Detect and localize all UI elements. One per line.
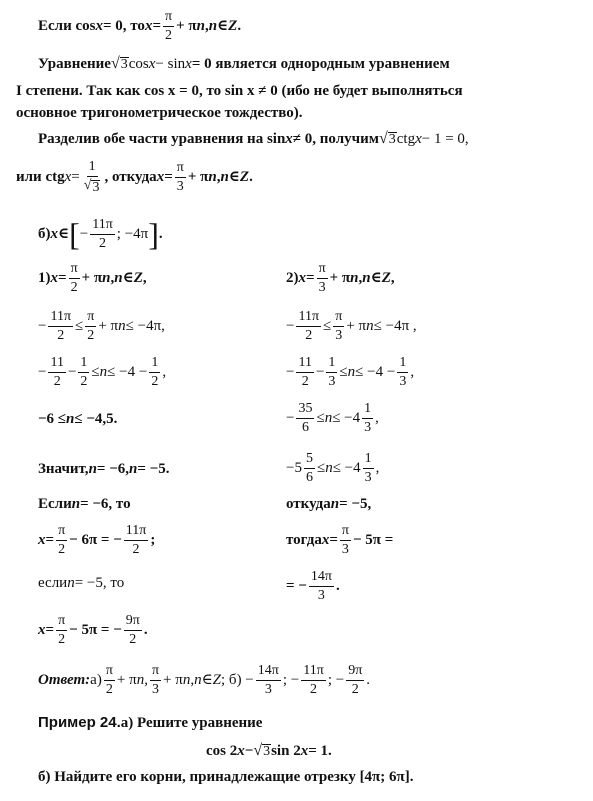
fraction: $\frac{\pi}{2}$ (87, 308, 95, 343)
case1-if-n-minus6: Если n = −6, то (38, 496, 131, 512)
case2-x-result: = − $\frac{14\pi}{3}$ . (286, 568, 340, 603)
fraction: $\frac{11\pi}{2}$ (303, 662, 324, 697)
fraction: $\frac{11\pi}{2}$ (298, 308, 320, 343)
example-24-equation: cos 2 x − √ 3 sin 2 x = 1. (206, 742, 332, 759)
fraction: $\frac{1}{3}$ (364, 400, 372, 435)
case1-x-minus6: x = $\frac{\pi}{2}$ − 6π = − $\frac{11\pi}{2}$ ; (38, 522, 156, 557)
fraction: $\frac{\pi}{2}$ (58, 612, 66, 647)
fraction: $\frac{\pi}{2}$ (58, 522, 66, 557)
answer-line: Ответ: а) $\frac{\pi}{2}$ + π n , $\frac{\pi}{3}$ + π n , n ∈ Z ; б) − $\frac{14\pi}{3}$ ; − $\frac{11\pi}{2}$ ; − $\frac{9\pi}{2}$ . (38, 662, 371, 697)
fraction: $\frac{\pi}{3}$ (341, 522, 349, 557)
fraction: $\frac{\pi}{2}$ (165, 8, 173, 43)
fraction: $\frac{11}{2}$ (50, 354, 64, 389)
fraction: $\frac{\pi}{3}$ (151, 662, 160, 697)
case2-ineq-2: − $\frac{11}{2}$ − $\frac{1}{3}$ ≤ n ≤ −4 − $\frac{1}{3}$ , (286, 354, 415, 389)
fraction: $\frac{\pi}{2}$ (105, 662, 113, 697)
fraction: $\frac{5}{6}$ (305, 450, 313, 485)
fraction: $\frac{11\pi}{2}$ (50, 308, 72, 343)
fraction: $\frac{9\pi}{2}$ (125, 612, 140, 647)
case2-n-value: откуда n = −5, (286, 496, 372, 512)
line-homogeneous: Уравнение √ 3 cos x − sin x = 0 является однородным уравнением (38, 55, 450, 72)
example-24-title: Пример 24. а) Решите уравнение (38, 714, 263, 731)
case2-x-value: тогда x = $\frac{\pi}{3}$ − 5π = (286, 522, 394, 557)
case2-ineq-3: − $\frac{35}{6}$ ≤ n ≤ −4 $\frac{1}{3}$ , (286, 400, 379, 435)
fraction: $\frac{\pi}{3}$ (318, 260, 326, 295)
fraction: 1 √ 3 (83, 158, 100, 195)
line-text-3: I степени. Так как cos x = 0, то sin x ≠ 0 (ибо не будет выполняться (16, 83, 463, 99)
case1-ineq-1: − $\frac{11\pi}{2}$ ≤ $\frac{\pi}{2}$ + π n ≤ −4π, (38, 308, 165, 343)
fraction: $\frac{9\pi}{2}$ (348, 662, 363, 697)
line-ctg: или ctg x = 1 √ 3 , откуда x = $\frac{\pi}{3}$ + π n , n ∈ Z . (16, 158, 253, 195)
sqrt: √ 3 (378, 130, 396, 147)
fraction: $\frac{11\pi}{2}$ (92, 216, 113, 251)
fraction: $\frac{1}{2}$ (151, 354, 159, 389)
fraction: $\frac{\pi}{3}$ (335, 308, 343, 343)
fraction: $\frac{1}{3}$ (328, 354, 336, 389)
fraction: $\frac{\pi}{2}$ (70, 260, 78, 295)
sqrt: √ 3 (110, 55, 128, 72)
line-part-b-interval: б) x ∈ [ − $\frac{11\pi}{2}$ ; −4π ] . (38, 216, 163, 252)
fraction: $\frac{14\pi}{3}$ (310, 568, 332, 603)
sqrt: √ 3 (253, 742, 271, 759)
fraction: $\frac{11}{2}$ (298, 354, 312, 389)
line-case-cos-zero: Если cos x = 0, то x = $\frac{\pi}{2}$ + π n , n ∈ Z . (38, 8, 242, 43)
case1-if-n-minus5: если n = −5, то (38, 575, 125, 591)
line-text-4: основное тригонометрическое тождество). (16, 105, 303, 121)
case1-root: 1) x = $\frac{\pi}{2}$ + π n , n ∈ Z , (38, 260, 147, 295)
case1-ineq-2: − $\frac{11}{2}$ − $\frac{1}{2}$ ≤ n ≤ −4 − $\frac{1}{2}$ , (38, 354, 167, 389)
fraction: $\frac{11\pi}{2}$ (125, 522, 147, 557)
fraction: $\frac{35}{6}$ (298, 400, 313, 435)
case1-range: −6 ≤ n ≤ −4,5. (38, 411, 118, 427)
example-24-part-b: б) Найдите его корни, принадлежащие отрезку [4π; 6π]. (38, 769, 414, 785)
fraction: $\frac{14\pi}{3}$ (257, 662, 279, 697)
fraction: $\frac{1}{3}$ (399, 354, 407, 389)
case1-x-minus5: x = $\frac{\pi}{2}$ − 5π = − $\frac{9\pi}{2}$ . (38, 612, 148, 647)
fraction: $\frac{\pi}{3}$ (176, 159, 184, 194)
fraction: $\frac{1}{2}$ (80, 354, 88, 389)
line-divide: Разделив обе части уравнения на sin x ≠ 0, получим √ 3 ctg x − 1 = 0, (38, 130, 469, 147)
case1-values: Значит, n = −6, n = −5. (38, 461, 170, 477)
case2-ineq-4: −5 $\frac{5}{6}$ ≤ n ≤ −4 $\frac{1}{3}$ , (286, 450, 380, 485)
case2-ineq-1: − $\frac{11\pi}{2}$ ≤ $\frac{\pi}{3}$ + π n ≤ −4π , (286, 308, 417, 343)
fraction: $\frac{1}{3}$ (364, 450, 372, 485)
case2-root: 2) x = $\frac{\pi}{3}$ + π n , n ∈ Z , (286, 260, 395, 295)
